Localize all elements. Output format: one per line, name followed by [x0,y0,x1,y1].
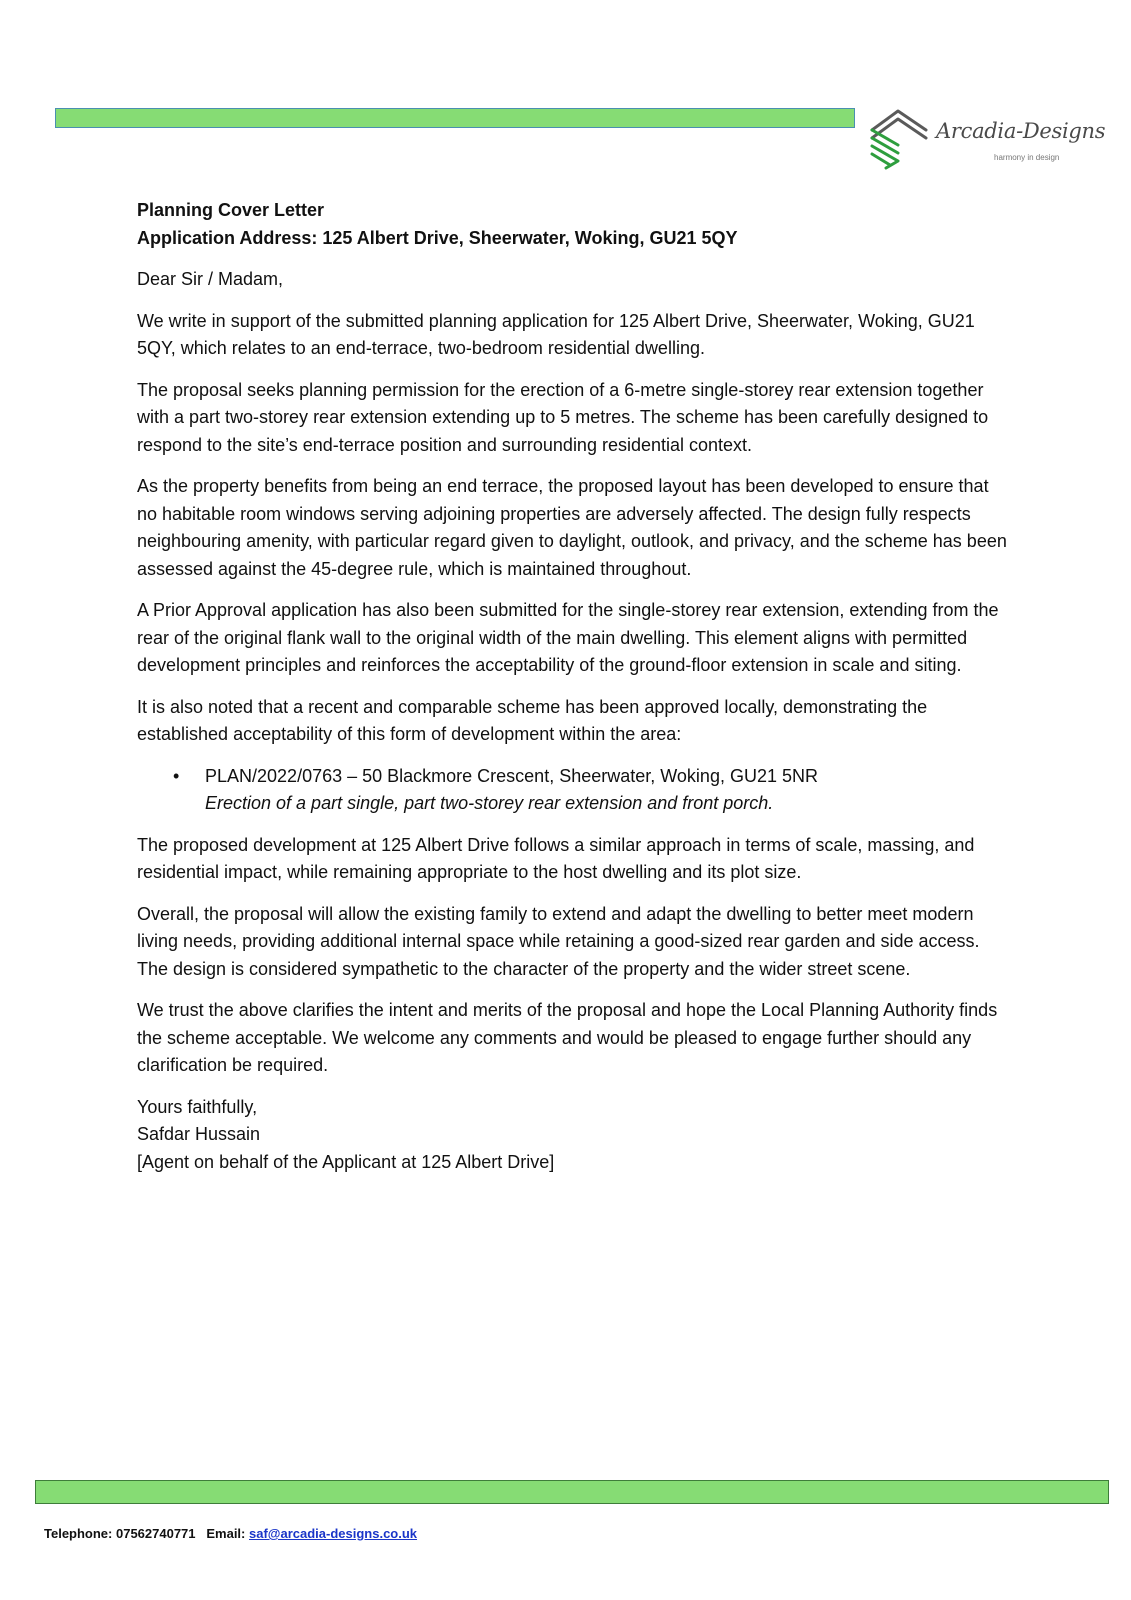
precedent-title: PLAN/2022/0763 – 50 Blackmore Crescent, Sheerwater, Woking, GU21 5NR [205,765,818,786]
stacked-chevrons-icon [868,105,930,171]
footer-accent-bar [35,1480,1109,1504]
bullet-icon: • [173,765,180,786]
paragraph-intro: We write in support of the submitted planning application for 125 Albert Drive, Sheerwater, Woking, GU21 5QY, which relates to an end-terrace, two-bedroom residential dwelling. [137,310,975,358]
salutation: Dear Sir / Madam, [137,269,284,289]
header-accent-bar [55,108,855,128]
paragraph-precedent: It is also noted that a recent and comparable scheme has been approved locally, demonstrating the established acceptability of this form of development within the area: [137,696,928,744]
brand-tagline: harmony in design [994,153,1060,162]
signatory-name: Safdar Hussain [137,1124,261,1144]
paragraph-overall: Overall, the proposal will allow the existing family to extend and adapt the dwelling to better meet modern living needs, providing additional internal space while retaining a good-sized rear garden and side access. The design is considered sympathetic to the character of the property and the wider street scene. [137,903,980,979]
paragraph-proposal: The proposal seeks planning permission for the erection of a 6-metre single-storey rear extension together with a part two-storey rear extension extending up to 5 metres. The scheme has been carefully designed to respond to the site’s end-terrace position and surrounding residential context. [137,379,989,455]
closing: Yours faithfully, [137,1096,258,1117]
list-item [137,763,1007,818]
footer-email-label: Email: [206,1526,246,1541]
footer-contact [44,1526,417,1541]
precedent-list [137,763,1007,818]
application-address: Application Address: 125 Albert Drive, Sheerwater, Woking, GU21 5QY [137,227,738,248]
company-logo [868,105,1106,175]
paragraph-prior-approval: A Prior Approval application has also been submitted for the single-storey rear extension, extending from the rear of the original flank wall to the original width of the main dwelling. This element aligns with permitted development principles and reinforces the acceptability of the ground-floor extension in scale and siting. [137,600,999,675]
precedent-description: Erection of a part single, part two-storey rear extension and front porch. [205,793,774,813]
letter-body [137,197,1007,1176]
signatory-role: [Agent on behalf of the Applicant at 125 Albert Drive] [137,1151,555,1172]
footer-telephone: Telephone: 07562740771 [44,1526,196,1541]
footer-email-link[interactable]: saf@arcadia-designs.co.uk [249,1526,418,1541]
brand-name: Arcadia-Designs [936,119,1106,143]
paragraph-amenity: As the property benefits from being an end terrace, the proposed layout has been developed to ensure that no habitable room windows serving adjoining properties are adversely affected. The design fully respects neighbouring amenity, with particular regard given to daylight, outlook, and privacy, and the scheme has been assessed against the 45-degree rule, which is maintained throughout. [137,476,1007,579]
letter-title: Planning Cover Letter [137,200,325,220]
paragraph-similar-approach: The proposed development at 125 Albert Drive follows a similar approach in terms of scale, massing, and residential impact, while remaining appropriate to the host dwelling and its plot size. [137,834,975,882]
paragraph-conclusion: We trust the above clarifies the intent and merits of the proposal and hope the Local Planning Authority finds the scheme acceptable. We welcome any comments and would be pleased to engage further should any clarification be required. [137,1000,998,1075]
